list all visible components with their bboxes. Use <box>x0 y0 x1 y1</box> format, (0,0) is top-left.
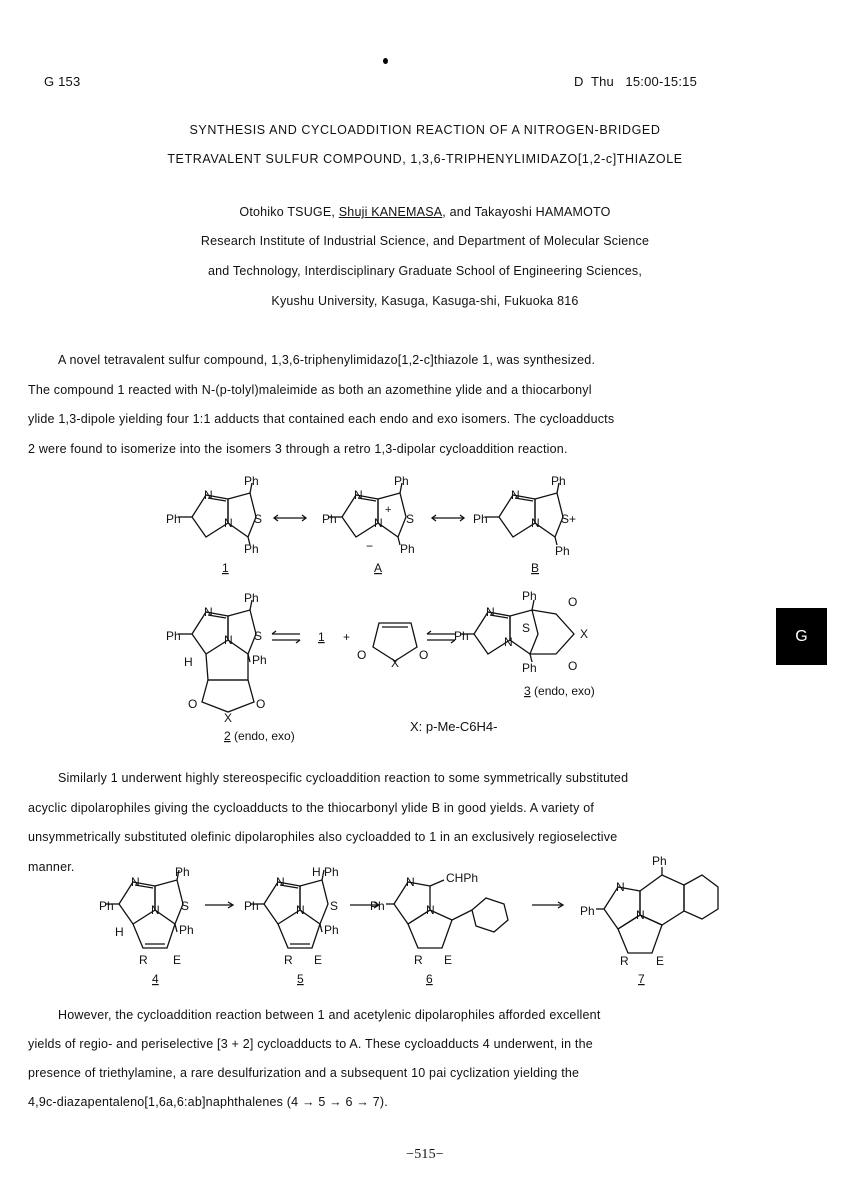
svg-text:Ph: Ph <box>166 629 181 643</box>
compound-2-label: 2 (endo, exo) <box>224 729 295 743</box>
svg-text:O: O <box>188 697 198 711</box>
svg-text:O: O <box>568 595 578 609</box>
svg-text:N: N <box>204 488 213 502</box>
svg-text:N: N <box>531 516 540 530</box>
svg-text:N: N <box>616 880 625 894</box>
svg-text:H Ph: H Ph <box>312 865 339 879</box>
compound-6-structure <box>370 871 508 967</box>
svg-text:H: H <box>115 925 124 939</box>
affiliation-line: Kyushu University, Kasuga, Kasuga-shi, Fukuoka 816 <box>271 294 579 308</box>
compound-label: 5 <box>297 972 304 986</box>
page-number: −515− <box>406 1147 444 1162</box>
svg-text:N: N <box>276 875 285 889</box>
session-time: D Thu 15:00-15:15 <box>574 74 698 89</box>
paragraph-line: manner. <box>28 860 75 874</box>
svg-text:N: N <box>151 903 160 917</box>
paragraph-line: 4,9c-diazapentaleno[1,6a,6:ab]naphthalenes (4 → 5 → 6 → 7). <box>28 1095 388 1109</box>
svg-text:Ph: Ph <box>244 474 259 488</box>
maleimide-structure <box>357 623 428 670</box>
author-3: , and Takayoshi HAMAMOTO <box>442 205 611 219</box>
svg-text:N: N <box>296 903 305 917</box>
svg-text:S: S <box>254 512 263 526</box>
svg-text:N: N <box>204 605 213 619</box>
plus-sign: + <box>343 630 351 644</box>
svg-text:Ph: Ph <box>370 899 385 913</box>
abstract-code: G 153 <box>44 74 81 89</box>
svg-text:X: X <box>391 656 400 670</box>
svg-text:E: E <box>173 953 182 967</box>
reaction-arrow <box>205 902 233 908</box>
svg-text:S: S <box>522 621 531 635</box>
svg-text:N: N <box>426 903 435 917</box>
svg-text:N: N <box>224 633 233 647</box>
author-2-presenting: Shuji KANEMASA <box>338 205 443 219</box>
compound-label: 7 <box>638 972 645 986</box>
svg-text:N: N <box>224 516 233 530</box>
svg-text:N: N <box>354 488 363 502</box>
svg-text:Ph: Ph <box>322 512 337 526</box>
svg-text:Ph: Ph <box>394 474 409 488</box>
svg-text:O: O <box>256 697 266 711</box>
svg-text:H: H <box>184 655 193 669</box>
svg-text:CHPh: CHPh <box>446 871 479 885</box>
paragraph-line: 2 were found to isomerize into the isomers 3 through a retro 1,3-dipolar cycloaddition reaction. <box>28 442 568 456</box>
svg-text:S: S <box>406 512 415 526</box>
svg-text:O: O <box>357 648 367 662</box>
svg-text:E: E <box>444 953 453 967</box>
section-tab: G <box>776 608 827 665</box>
svg-text:Ph: Ph <box>454 629 469 643</box>
svg-text:Ph: Ph <box>166 512 181 526</box>
paragraph-line: A novel tetravalent sulfur compound, 1,3,6-triphenylimidazo[1,2-c]thiazole 1, was synthesized. <box>58 353 596 367</box>
compound-3-label: 3 (endo, exo) <box>524 684 595 698</box>
equilibrium-arrow <box>272 631 300 643</box>
svg-text:Ph: Ph <box>99 899 114 913</box>
svg-text:R: R <box>284 953 293 967</box>
svg-text:Ph: Ph <box>555 544 570 558</box>
svg-text:N: N <box>406 875 415 889</box>
paper-title-line-1: SYNTHESIS AND CYCLOADDITION REACTION OF A NITROGEN-BRIDGED <box>189 123 661 137</box>
svg-text:O: O <box>419 648 429 662</box>
affiliation-line: Research Institute of Industrial Science, and Department of Molecular Science <box>200 234 650 248</box>
resonance-arrow <box>274 515 306 521</box>
svg-text:N: N <box>504 635 513 649</box>
svg-text:N: N <box>636 908 645 922</box>
paragraph-line: Similarly 1 underwent highly stereospecific cycloaddition reaction to some symmetrically substituted <box>58 771 629 785</box>
compound-3-structure <box>454 589 588 675</box>
affiliation-line: and Technology, Interdisciplinary Graduate School of Engineering Sciences, <box>207 264 643 278</box>
svg-text:S+: S+ <box>561 512 577 526</box>
compound-5-structure <box>244 865 339 967</box>
svg-text:Ph: Ph <box>400 542 415 556</box>
compound-label: 4 <box>152 972 159 986</box>
compound-4-structure <box>99 865 194 967</box>
svg-text:E: E <box>314 953 323 967</box>
svg-text:Ph: Ph <box>324 923 339 937</box>
svg-text:R: R <box>139 953 148 967</box>
compound-label: 1 <box>318 630 325 644</box>
svg-text:X: X <box>580 627 589 641</box>
reaction-arrow <box>532 902 563 908</box>
paragraph-line: presence of triethylamine, a rare desulfurization and a subsequent 10 pai cyclization yielding the <box>28 1066 580 1080</box>
paragraph-line: The compound 1 reacted with N-(p-tolyl)maleimide as both an azomethine ylide and a thiocarbonyl <box>28 383 592 397</box>
structure-A <box>322 474 415 556</box>
paragraph-line: ylide 1,3-dipole yielding four 1:1 adducts that contained each endo and exo isomers. The cycloadducts <box>28 412 615 426</box>
svg-text:R: R <box>620 954 629 968</box>
svg-text:S: S <box>181 899 190 913</box>
paragraph-line: unsymmetrically substituted olefinic dipolarophiles also cycloadded to 1 in an exclusively regioselective <box>28 830 618 844</box>
svg-text:Ph: Ph <box>522 661 537 675</box>
svg-text:S: S <box>330 899 339 913</box>
compound-7-structure <box>580 854 718 968</box>
svg-text:Ph: Ph <box>179 923 194 937</box>
svg-text:Ph: Ph <box>175 865 190 879</box>
svg-text:Ph: Ph <box>580 904 595 918</box>
svg-text:E: E <box>656 954 665 968</box>
svg-text:Ph: Ph <box>652 854 667 868</box>
paper-title-line-2: TETRAVALENT SULFUR COMPOUND, 1,3,6-TRIPHENYLIMIDAZO[1,2-c]THIAZOLE <box>167 152 683 166</box>
svg-text:Ph: Ph <box>551 474 566 488</box>
svg-text:Ph: Ph <box>473 512 488 526</box>
svg-text:N: N <box>131 875 140 889</box>
svg-text:−: − <box>366 539 374 553</box>
svg-text:O: O <box>568 659 578 673</box>
svg-text:N: N <box>486 605 495 619</box>
structure-B <box>473 474 576 558</box>
compound-2-structure <box>166 591 267 725</box>
compound-label: B <box>531 561 540 575</box>
compound-label: 6 <box>426 972 433 986</box>
compound-label: A <box>374 561 383 575</box>
svg-text:N: N <box>374 516 383 530</box>
compound-1-structure <box>166 474 262 556</box>
svg-text:X: X <box>224 711 233 725</box>
resonance-arrow <box>432 515 464 521</box>
equilibrium-arrow <box>427 631 455 643</box>
svg-text:Ph: Ph <box>244 542 259 556</box>
svg-text:Ph: Ph <box>252 653 267 667</box>
svg-text:S: S <box>254 629 263 643</box>
svg-text:Ph: Ph <box>522 589 537 603</box>
compound-label: 1 <box>222 561 229 575</box>
paragraph-line: yields of regio- and periselective [3 + 2] cycloadducts to A. These cycloadducts 4 underwent, in the <box>28 1037 593 1051</box>
author-1: Otohiko TSUGE, <box>239 205 339 219</box>
svg-text:+: + <box>385 504 392 516</box>
paragraph-line: However, the cycloaddition reaction between 1 and acetylenic dipolarophiles afforded excellent <box>58 1008 601 1022</box>
x-definition: X: p-Me-C6H4- <box>410 719 498 734</box>
svg-text:Ph: Ph <box>244 591 259 605</box>
paragraph-line: acyclic dipolarophiles giving the cycloadducts to the thiocarbonyl ylide B in good yields. A variety of <box>28 801 595 815</box>
svg-text:Ph: Ph <box>244 899 259 913</box>
svg-text:R: R <box>414 953 423 967</box>
svg-text:N: N <box>511 488 520 502</box>
